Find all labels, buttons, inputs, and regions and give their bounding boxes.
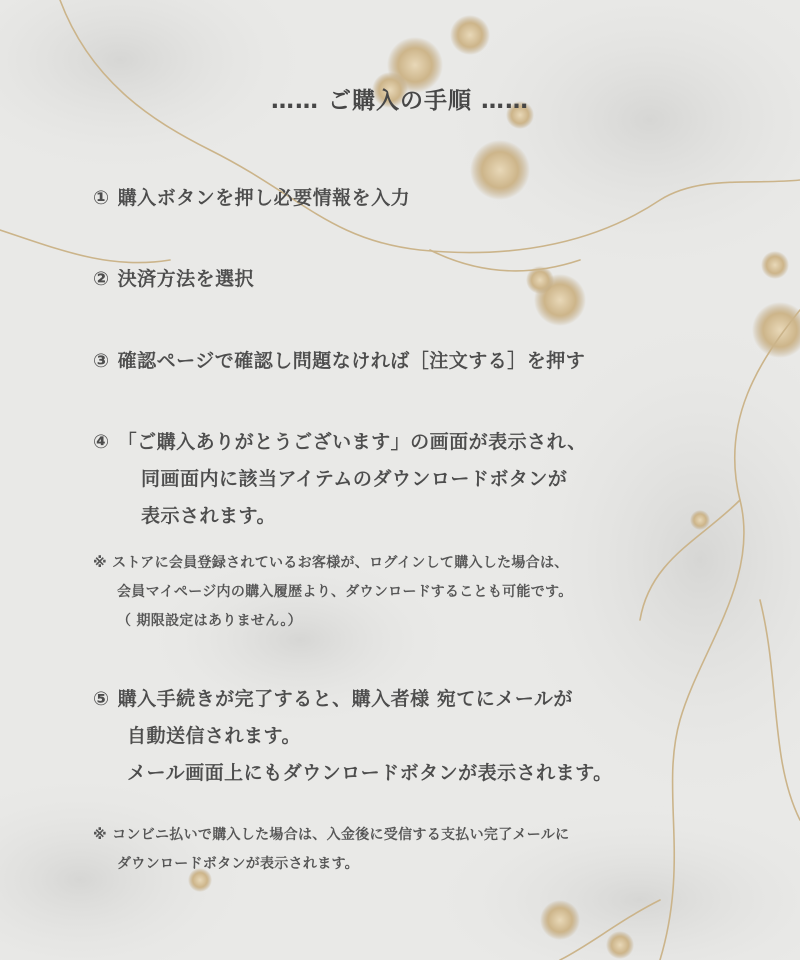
step-text: 「ご購入ありがとうございます」の画面が表示され、	[117, 431, 587, 453]
step-number: ①	[93, 187, 110, 209]
note-text: 会員マイページ内の購入履歴より、ダウンロードすることも可能です。	[117, 584, 573, 600]
step-text: 決済方法を選択	[117, 268, 255, 290]
step-text: 自動送信されます。	[127, 725, 301, 747]
step-text: 購入手続きが完了すると、購入者様 宛てにメールが	[117, 688, 573, 710]
step-text: 同画面内に該当アイテムのダウンロードボタンが	[141, 468, 568, 490]
step-5	[93, 681, 613, 792]
step-2	[93, 261, 254, 298]
note-mark: ※	[93, 827, 107, 843]
step-text: 購入ボタンを押し必要情報を入力	[117, 187, 411, 209]
step-number: ②	[93, 268, 110, 290]
step-number: ⑤	[93, 688, 110, 710]
step-1	[93, 180, 410, 217]
note-convenience-store	[93, 821, 569, 879]
note-mark: ※	[93, 555, 107, 571]
step-3	[93, 343, 585, 380]
note-text: （ 期限設定はありません。）	[117, 613, 302, 629]
step-text: 確認ページで確認し問題なければ［注文する］を押す	[117, 350, 586, 372]
step-4	[93, 424, 587, 535]
step-number: ③	[93, 350, 110, 372]
step-number: ④	[93, 431, 110, 453]
note-text: コンビニ払いで購入した場合は、入金後に受信する支払い完了メールに	[112, 827, 570, 843]
step-text: 表示されます。	[141, 505, 276, 527]
note-text: ダウンロードボタンが表示されます。	[117, 856, 359, 872]
note-text: ストアに会員登録されているお客様が、ログインして購入した場合は、	[112, 555, 569, 571]
step-text: メール画面上にもダウンロードボタンが表示されます。	[127, 762, 613, 784]
note-member	[93, 549, 573, 636]
page-title: …… ご購入の手順 ……	[270, 88, 529, 114]
